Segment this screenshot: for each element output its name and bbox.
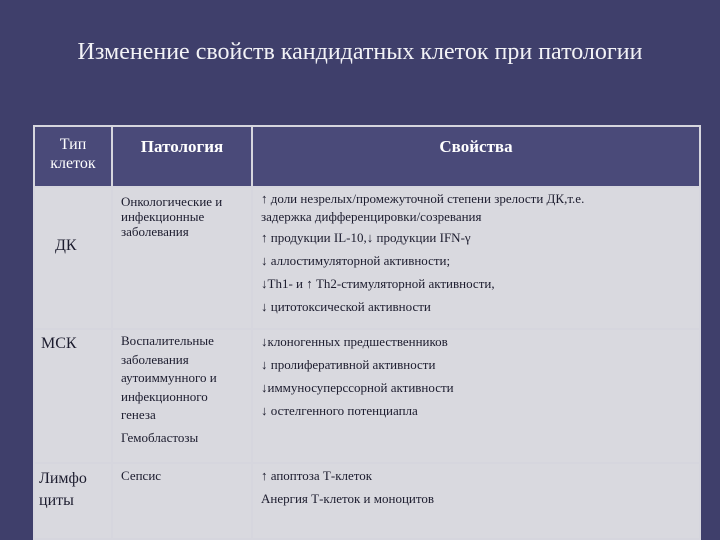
header-pathology: Патология xyxy=(112,126,252,187)
pathology-line: Онкологические и xyxy=(121,194,223,209)
cell-type-lymphocytes xyxy=(34,463,112,539)
property-line: задержка дифференцировки/созревания xyxy=(261,209,482,224)
cell-pathology-msk xyxy=(112,329,252,463)
property-line: ↓иммуносуперссорной активности xyxy=(261,380,454,395)
cell-type-dk-label: ДК xyxy=(55,237,77,254)
cell-type-msk-label: МСК xyxy=(41,335,77,352)
header-cell-type xyxy=(34,126,112,187)
table-row-lymphocytes xyxy=(34,463,700,539)
pathology-line: Гемобластозы xyxy=(121,429,199,445)
pathology-line: инфекционные xyxy=(121,209,205,224)
cell-pathology-dk xyxy=(112,187,252,329)
pathology-line: Сепсис xyxy=(121,468,162,483)
property-line: ↑ доли незрелых/промежуточной степени зрелости ДК,т.е. xyxy=(261,191,585,206)
table-header-row xyxy=(34,126,700,187)
cell-type-msk xyxy=(34,329,112,463)
property-line: ↑ апоптоза Т-клеток xyxy=(261,468,373,483)
property-line: ↓Th1- и ↑ Th2-стимуляторной активности, xyxy=(261,276,495,291)
header-cell-type-line2: клеток xyxy=(50,155,96,172)
cell-pathology-lymphocytes xyxy=(112,463,252,539)
table-row-msk xyxy=(34,329,700,463)
cell-properties-dk xyxy=(252,187,700,329)
cell-properties-table xyxy=(33,125,701,540)
cell-type-lymphocytes-line2: циты xyxy=(39,492,74,509)
property-line: ↓ цитотоксической активности xyxy=(261,299,431,314)
cell-type-lymphocytes-line1: Лимфо xyxy=(39,470,87,487)
property-line: ↓ аллостимуляторной активности; xyxy=(261,253,451,268)
pathology-line: заболевания xyxy=(121,351,189,367)
cell-type-dk xyxy=(34,187,112,329)
pathology-line: заболевания xyxy=(121,224,189,239)
property-line: ↓ пролиферативной активности xyxy=(261,357,436,372)
property-line: Анергия Т-клеток и моноцитов xyxy=(261,491,435,506)
pathology-line: Воспалительные xyxy=(121,333,214,348)
table-row-dk xyxy=(34,187,700,329)
pathology-line: инфекционного xyxy=(121,388,208,404)
header-cell-type-line1: Тип xyxy=(59,136,87,153)
property-line: ↓ остелгенного потенциапла xyxy=(261,403,418,418)
property-line: ↓клоногенных предшественников xyxy=(261,334,448,349)
pathology-line: генеза xyxy=(121,407,156,422)
header-properties: Свойства xyxy=(252,126,700,187)
cell-properties-lymphocytes xyxy=(252,463,700,539)
pathology-line: аутоиммунного и xyxy=(121,370,217,385)
property-line: ↑ продукции IL-10,↓ продукции IFN-γ xyxy=(261,230,471,245)
slide-title: Изменение свойств кандидатных клеток при патологии xyxy=(77,39,643,65)
cell-properties-msk xyxy=(252,329,700,463)
